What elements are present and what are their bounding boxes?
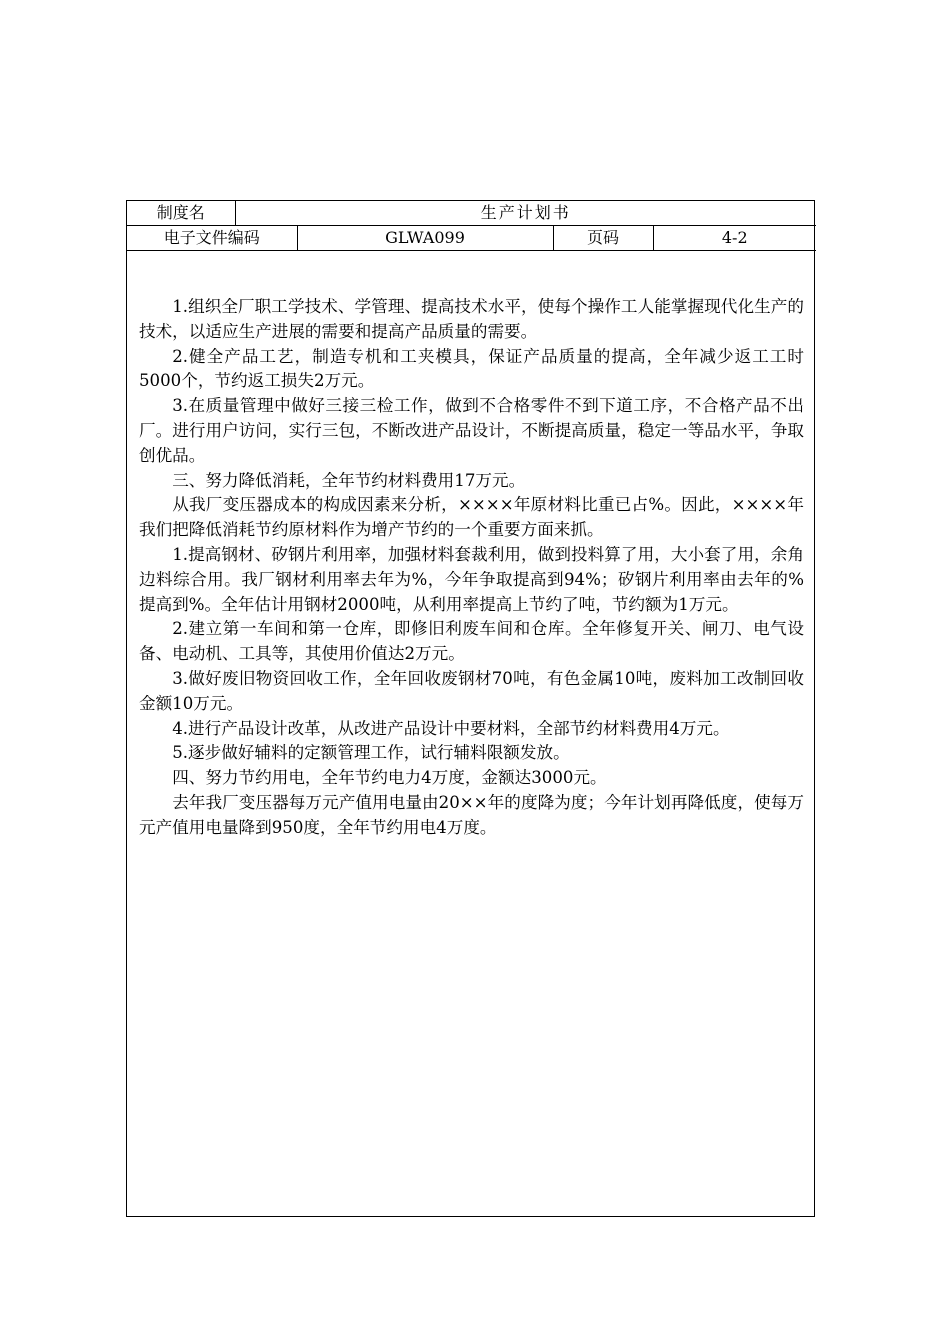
document-body bbox=[127, 251, 814, 841]
code-value: GLWA099 bbox=[297, 226, 553, 251]
code-label: 电子文件编码 bbox=[127, 226, 297, 251]
paragraph: 去年我厂变压器每万元产值用电量由20××年的度降为度；今年计划再降低度，使每万元产值用电量降到950度，全年节约用电4万度。 bbox=[139, 792, 804, 837]
header-row-title bbox=[127, 201, 816, 226]
paragraph: 三、努力降低消耗，全年节约材料费用17万元。 bbox=[172, 470, 526, 490]
page-value: 4-2 bbox=[653, 226, 816, 251]
paragraph: 2.健全产品工艺，制造专机和工夹模具，保证产品质量的提高，全年减少返工工时5000个，节约返工损失2万元。 bbox=[139, 346, 804, 391]
document-title: 生产计划书 bbox=[235, 201, 816, 226]
paragraph: 1.组织全厂职工学技术、学管理、提高技术水平，使每个操作工人能掌握现代化生产的技术，以适应生产进展的需要和提高产品质量的需要。 bbox=[139, 297, 804, 341]
paragraph: 4.进行产品设计改革，从改进产品设计中要材料，全部节约材料费用4万元。 bbox=[172, 718, 730, 738]
paragraph: 1.提高钢材、矽钢片利用率，加强材料套裁利用，做到投料算了用，大小套了用，余角边料综合用。我厂钢材利用率去年为%，今年争取提高到94%；矽钢片利用率由去年的%提高到%。全年估计用钢材2000吨，从利用率提高上节约了吨，节约额为1万元。 bbox=[139, 544, 804, 614]
page-label: 页码 bbox=[553, 226, 653, 251]
paragraph: 2.建立第一车间和第一仓库，即修旧利废车间和仓库。全年修复开关、闸刀、电气设备、电动机、工具等，其使用价值达2万元。 bbox=[139, 619, 804, 664]
header-table bbox=[127, 201, 816, 251]
paragraph: 5.逐步做好辅料的定额管理工作，试行辅料限额发放。 bbox=[172, 743, 570, 763]
name-label: 制度名 bbox=[127, 201, 235, 226]
paragraph: 四、努力节约用电，全年节约电力4万度，金额达3000元。 bbox=[172, 768, 607, 788]
document-frame bbox=[126, 200, 815, 1217]
header-row-code bbox=[127, 226, 816, 251]
paragraph: 3.做好废旧物资回收工作，全年回收废钢材70吨，有色金属10吨，废料加工改制回收金额10万元。 bbox=[139, 668, 804, 713]
paragraph: 从我厂变压器成本的构成因素来分析，××××年原材料比重已占%。因此，××××年我们把降低消耗节约原材料作为增产节约的一个重要方面来抓。 bbox=[139, 495, 804, 540]
paragraph: 3.在质量管理中做好三接三检工作，做到不合格零件不到下道工序，不合格产品不出厂。进行用户访问，实行三包，不断改进产品设计，不断提高质量，稳定一等品水平，争取创优品。 bbox=[139, 396, 804, 465]
